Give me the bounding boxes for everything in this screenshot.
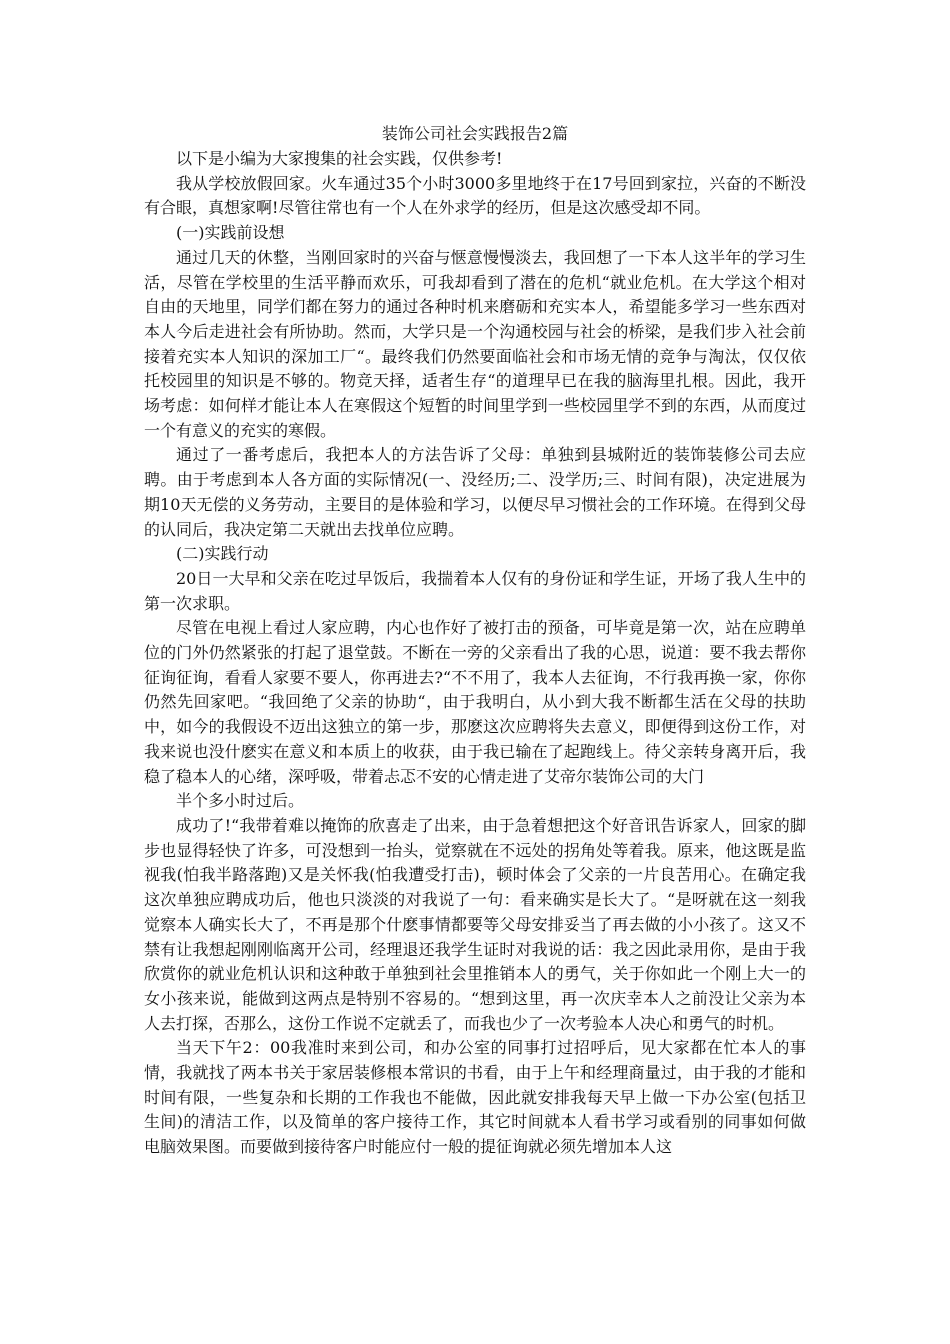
paragraph-half-hour: 半个多小时过后。 [176,791,305,811]
paragraph-first-job: 20日一大早和父亲在吃过早饭后，我揣着本人仅有的身份证和学生证，开场了我人生中的第一次求职。 [144,568,806,613]
paragraph-interview: 尽管在电视上看过人家应聘，内心也作好了被打击的预备，可毕竟是第一次，站在应聘单位的门外仍然紧张的打起了退堂鼓。不断在一旁的父亲看出了我的心思，说道：要不我去帮你征询征询，看看人家要不要人，你再进去?“不不用了，我本人去征询，不行我再换一家，你你仍然先回家吧。“我回绝了父亲的协助“，由于我明白，从小到大我不断都生活在父母的扶助中，如今的我假设不迈出这独立的第一步，那麽这次应聘将失去意义，即便得到这份工作，对我来说也没什麽实在意义和本质上的收获，由于我已输在了起跑线上。待父亲转身离开后，我稳了稳本人的心绪，深呼吸，带着忐忑不安的心情走进了艾帝尔装饰公司的大门 [144,618,806,786]
document-body [144,147,806,1160]
document-title: 装饰公司社会实践报告2篇 [381,124,569,143]
paragraph-afternoon: 当天下午2：00我准时来到公司，和办公室的同事打过招呼后，见大家都在忙本人的事情，我就找了两本书关于家居装修根本常识的书看，由于上午和经理商量过，由于我的才能和时间有限，一些复杂和长期的工作我也不能做，因此就安排我每天早上做一下办公室(包括卫生间)的清洁工作，以及简单的客户接待工作，其它时间就本人看书学习或看别的同事如何做电脑效果图。而要做到接待客户时能应付一般的提征询就必须先增加本人这 [144,1038,806,1157]
paragraph-success: 成功了!“我带着难以掩饰的欣喜走了出来，由于急着想把这个好音讯告诉家人，回家的脚步也显得轻快了许多，可没想到一抬头，觉察就在不远处的拐角处等着我。原来，他这既是监视我(怕我半路落跑)又是关怀我(怕我遭受打击)，顿时体会了父亲的一片良苦用心。在确定我这次单独应聘成功后，他也只淡淡的对我说了一句：看来确实是长大了。“是呀就在这一刻我觉察本人确实长大了，不再是那个什麽事情都要等父母安排妥当了再去做的小小孩了。这又不禁有让我想起刚刚临离开公司，经理退还我学生证时对我说的话：我之因此录用你，是由于我欣赏你的就业危机认识和这种敢于单独到社会里推销本人的勇气，关于你如此一个刚上大一的女小孩来说，能做到这两点是特别不容易的。“想到这里，再一次庆幸本人之前没让父亲为本人去打探，否那么，这份工作说不定就丢了，而我也少了一次考验本人决心和勇气的时机。 [144,815,806,1033]
section-heading-action: (二)实践行动 [176,544,269,564]
paragraph-decision: 通过了一番考虑后，我把本人的方法告诉了父母：单独到县城附近的装饰装修公司去应聘。由于考虑到本人各方面的实际情况(一、没经历;二、没学历;三、时间有限)，决定进展为期10天无偿的义务劳动，主要目的是体验和学习，以便尽早习惯社会的工作环境。在得到父母的认同后，我决定第二天就出去找单位应聘。 [144,445,806,539]
paragraph-reflection: 通过几天的休整，当刚回家时的兴奋与惬意慢慢淡去，我回想了一下本人这半年的学习生活，尽管在学校里的生活平静而欢乐，可我却看到了潜在的危机“就业危机。在大学这个相对自由的天地里，同学们都在努力的通过各种时机来磨砺和充实本人，希望能多学习一些东西对本人今后走进社会有所协助。然而，大学只是一个沟通校园与社会的桥梁，是我们步入社会前接着充实本人知识的深加工厂“。最终我们仍然要面临社会和市场无情的竞争与淘汰，仅仅依托校园里的知识是不够的。物竞天择，适者生存“的道理早已在我的脑海里扎根。因此，我开场考虑：如何样才能让本人在寒假这个短暂的时间里学到一些校园里学不到的东西，从而度过一个有意义的充实的寒假。 [144,247,806,440]
section-heading-plan: (一)实践前设想 [176,223,285,243]
paragraph-intro: 以下是小编为大家搜集的社会实践，仅供参考! [176,149,503,168]
paragraph-arrival: 我从学校放假回家。火车通过35个小时3000多里地终于在17号回到家拉，兴奋的不断没有合眼，真想家啊!尽管往常也有一个人在外求学的经历，但是这次感受却不同。 [144,173,806,218]
